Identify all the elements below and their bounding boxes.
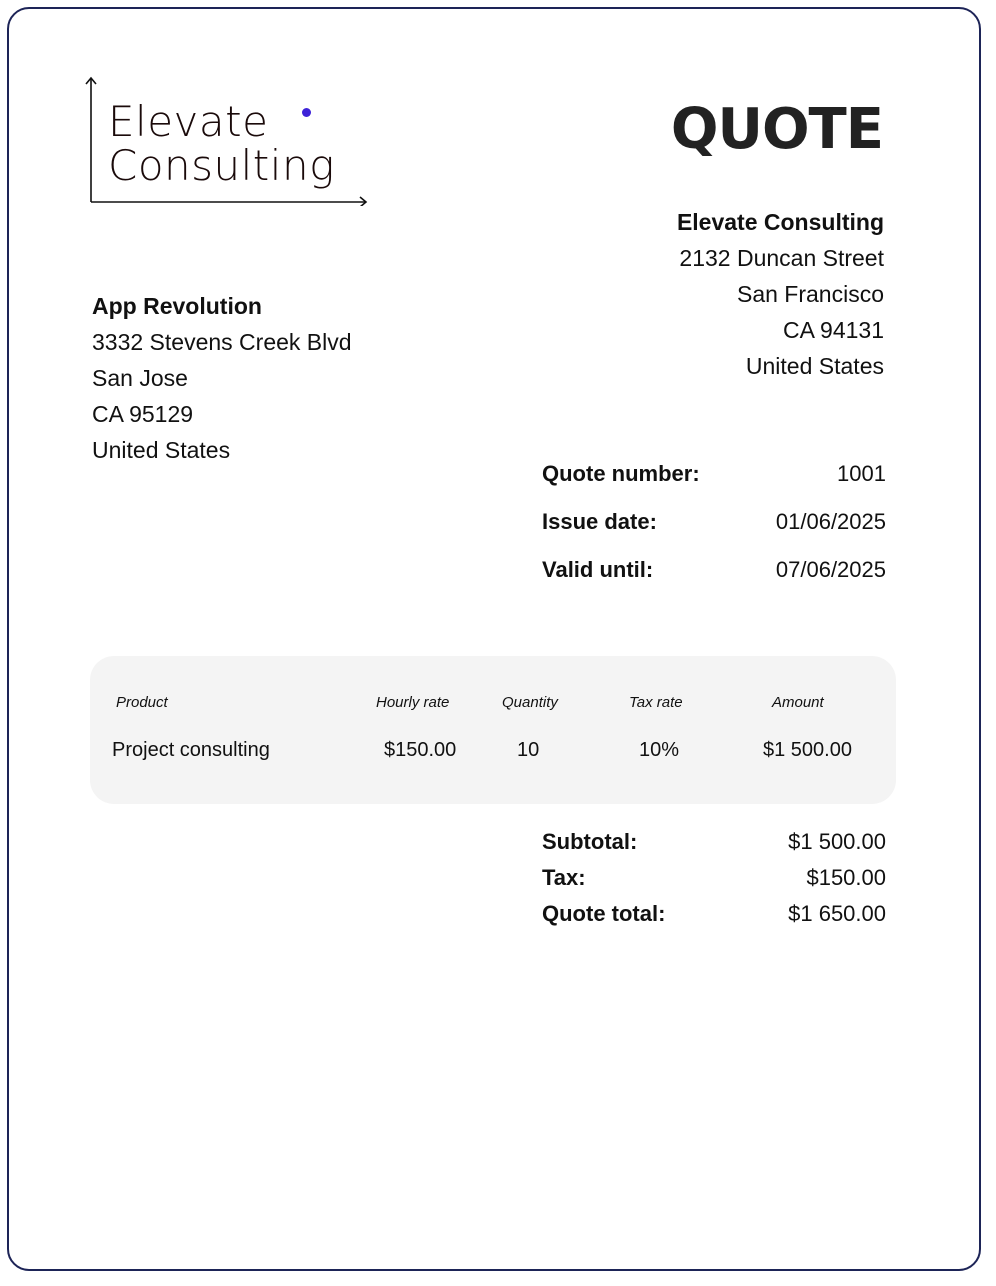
sender-state-zip: CA 94131 xyxy=(782,317,884,343)
logo-wordmark xyxy=(108,97,335,190)
client-state-zip: CA 95129 xyxy=(92,401,194,427)
total-label: Quote total: xyxy=(542,901,666,926)
row-tax-rate: 10% xyxy=(639,739,680,761)
quote-totals xyxy=(542,824,886,932)
logo-line-1: Elevate xyxy=(108,97,269,146)
header-amount: Amount xyxy=(772,694,824,711)
issue-date-label: Issue date: xyxy=(542,509,657,534)
quote-number-label: Quote number: xyxy=(542,461,700,486)
logo-accent-dot xyxy=(302,108,311,117)
subtotal-label: Subtotal: xyxy=(542,829,638,854)
header-tax-rate: Tax rate xyxy=(629,694,683,711)
line-items-table xyxy=(90,656,896,804)
row-quantity: 10 xyxy=(517,739,540,761)
logo-line-2: Consulting xyxy=(108,141,335,190)
client-city: San Jose xyxy=(92,365,188,391)
document-title: QUOTE xyxy=(670,97,883,162)
client-name: App Revolution xyxy=(92,293,262,319)
valid-until-label: Valid until: xyxy=(542,557,654,582)
issue-date-value: 01/06/2025 xyxy=(775,509,886,534)
total-value: $1 650.00 xyxy=(788,901,886,926)
quote-meta xyxy=(542,456,886,600)
row-amount: $1 500.00 xyxy=(763,739,852,761)
client-street: 3332 Stevens Creek Blvd xyxy=(92,329,352,355)
sender-name: Elevate Consulting xyxy=(676,209,884,235)
client-address xyxy=(92,288,352,468)
quote-number-value: 1001 xyxy=(837,461,886,486)
sender-city: San Francisco xyxy=(736,281,884,307)
subtotal-row xyxy=(542,824,886,860)
quote-number-row xyxy=(542,456,886,504)
header-quantity: Quantity xyxy=(502,694,558,711)
sender-street: 2132 Duncan Street xyxy=(679,245,884,271)
header-product: Product xyxy=(116,694,168,711)
valid-until-row xyxy=(542,552,886,600)
total-row xyxy=(542,896,886,932)
tax-row xyxy=(542,860,886,896)
sender-address xyxy=(677,204,884,384)
header-hourly-rate: Hourly rate xyxy=(376,694,450,711)
tax-value: $150.00 xyxy=(806,865,886,890)
subtotal-value: $1 500.00 xyxy=(788,829,886,854)
row-hourly-rate: $150.00 xyxy=(384,739,457,761)
valid-until-value: 07/06/2025 xyxy=(775,557,886,582)
client-country: United States xyxy=(92,437,231,463)
row-product: Project consulting xyxy=(112,739,270,761)
issue-date-row xyxy=(542,504,886,552)
sender-country: United States xyxy=(745,353,884,379)
tax-label: Tax: xyxy=(542,865,586,890)
